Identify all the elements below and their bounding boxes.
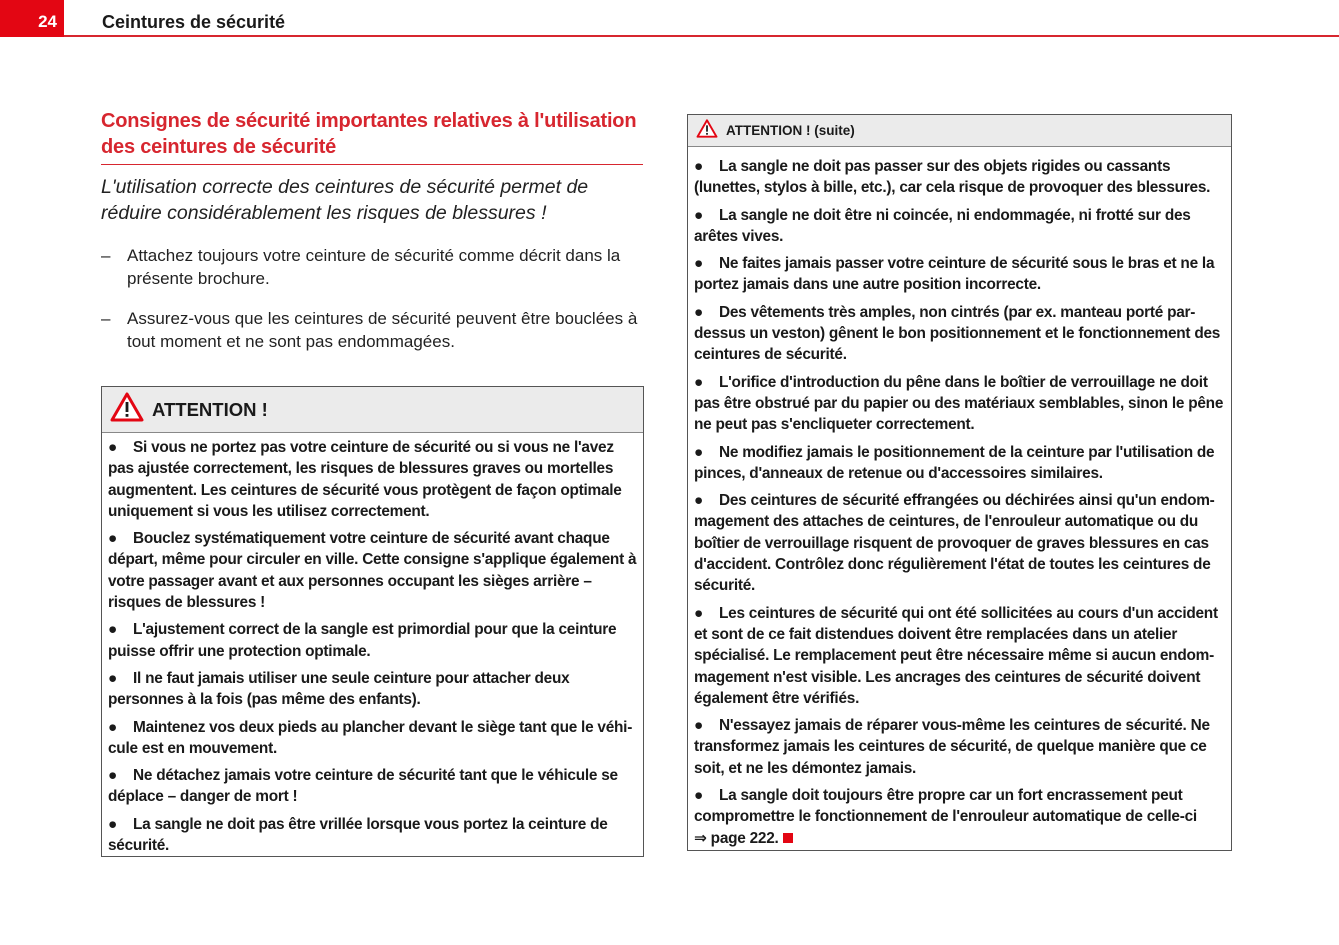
step-text: Attachez toujours votre ceinture de sécurité comme décrit dans la présente brochure. [127, 246, 621, 288]
bullet: ● [694, 717, 704, 735]
warning-item: ● L'ajustement correct de la sangle est primordial pour que la ceinture puisse offrir une protection optimale. [108, 621, 617, 660]
chapter-title: Ceintures de sécurité [102, 12, 286, 32]
warning-item: ● Ne faites jamais passer votre ceinture de sécurité sous le bras et ne la portez jamais dans une autre position incorrecte. [694, 255, 1215, 294]
warning-item: ● Maintenez vos deux pieds au plancher devant le siège tant que le véhi-cule est en mouvement. [108, 718, 633, 757]
page-reference-link[interactable]: ⇒ page 222. [694, 829, 779, 847]
warning-item: ● Des ceintures de sécurité effrangées ou déchirées ainsi qu'un endom-magement des attaches de ceintures, de l'enrouleur automatique ou du boîtier de verrouillage risquent de provoquer de graves blessures en cas d'accident. Contrôlez donc régulièrement l'état de toutes les ceintures de sécurité. [694, 492, 1215, 595]
warning-item: ● Des vêtements très amples, non cintrés (par ex. manteau porté par-dessus un veston) gênent le bon positionnement et le fonctionnement des ceintures de sécurité. [694, 303, 1221, 364]
bullet: ● [694, 443, 704, 461]
bullet: ● [694, 158, 704, 175]
bullet: ● [694, 303, 704, 321]
warning-item: ● Ne modifiez jamais le positionnement de la ceinture par l'utilisation de pinces, d'anneaux de retenue ou d'accessoires similaires. [694, 443, 1215, 482]
section-intro: L'utilisation correcte des ceintures de sécurité permet de réduire considérablement les risques de blessures ! [101, 176, 589, 224]
bullet: ● [108, 669, 118, 687]
header-rule [64, 35, 1339, 37]
bullet: ● [108, 815, 118, 833]
instruction-step [101, 244, 646, 290]
warning-header [102, 387, 643, 433]
bullet: ● [108, 530, 118, 548]
instruction-step [101, 307, 646, 353]
warning-body [102, 433, 643, 866]
bullet: ● [108, 439, 118, 456]
step-text: Assurez-vous que les ceintures de sécurité peuvent être bouclées à tout moment et ne sont pas endommagées. [127, 309, 638, 351]
bullet: ● [694, 787, 704, 805]
warning-triangle-icon [110, 392, 144, 427]
warning-item: ● La sangle ne doit pas passer sur des objets rigides ou cassants (lunettes, stylos à bille, etc.), car cela risque de provoquer des blessures. [694, 158, 1211, 197]
bullet: ● [694, 373, 704, 391]
bullet: ● [108, 718, 118, 736]
warning-triangle-icon [696, 119, 718, 143]
warning-item: ● Ne détachez jamais votre ceinture de sécurité tant que le véhicule se déplace – danger de mort ! [108, 767, 618, 806]
warning-item: ● Si vous ne portez pas votre ceinture de sécurité ou si vous ne l'avez pas ajustée correctement, les risques de blessures graves ou mortelles augmentent. Les ceintures de sécurité vous protègent de façon optimale uniquement si vous les utilisez correctement. [108, 439, 622, 520]
warning-header [688, 115, 1231, 147]
warning-item: ● Les ceintures de sécurité qui ont été sollicitées au cours d'un accident et sont de ce fait distendues doivent être remplacées dans un atelier spécialisé. Le remplacement peut être nécessaire même si aucun endom-magement n'est visible. Les ancrages des ceintures de sécurité doivent également être vérifiés. [694, 604, 1218, 707]
warning-box-continued [687, 114, 1232, 851]
instruction-steps [101, 244, 646, 370]
dash-marker: – [101, 246, 111, 265]
warning-item: ● La sangle doit toujours être propre car un fort encrassement peut compromettre le fonctionnement de l'enrouleur automatique de celle-ci ⇒ page 222. [694, 787, 1197, 847]
section-title: Consignes de sécurité importantes relatives à l'utilisation des ceintures de sécurité [101, 108, 643, 165]
bullet: ● [694, 206, 704, 224]
warning-item: ● La sangle ne doit pas être vrillée lorsque vous portez la ceinture de sécurité. [108, 815, 608, 855]
warning-item: ● L'orifice d'introduction du pêne dans le boîtier de verrouillage ne doit pas être obstrué par du papier ou des matériaux semblables, sinon le pêne ne peut pas s'encliqueter correctement. [694, 373, 1224, 434]
bullet: ● [694, 604, 704, 622]
warning-box [101, 386, 644, 857]
warning-item: ● N'essayez jamais de réparer vous-même les ceintures de sécurité. Ne transformez jamais les ceintures de sécurité, de quelque manière que ce soit, et ne les démontez jamais. [694, 717, 1210, 777]
bullet: ● [108, 621, 118, 639]
bullet: ● [694, 255, 704, 273]
warning-item: ● Bouclez systématiquement votre ceinture de sécurité avant chaque départ, même pour circuler en ville. Cette consigne s'applique également à votre passager avant et aux personnes occupant les sièges arrière – risques de blessures ! [108, 530, 637, 612]
bullet: ● [694, 492, 704, 510]
warning-body [688, 147, 1231, 859]
warning-label: ATTENTION ! (suite) [726, 123, 855, 138]
end-of-section-marker [783, 833, 793, 843]
warning-item: ● Il ne faut jamais utiliser une seule ceinture pour attacher deux personnes à la fois (pas même des enfants). [108, 669, 570, 709]
dash-marker: – [101, 309, 111, 328]
page-number: 24 [38, 12, 57, 31]
warning-label: ATTENTION ! [152, 398, 268, 420]
warning-item: ● La sangle ne doit être ni coincée, ni endommagée, ni frotté sur des arêtes vives. [694, 206, 1191, 245]
bullet: ● [108, 767, 118, 785]
